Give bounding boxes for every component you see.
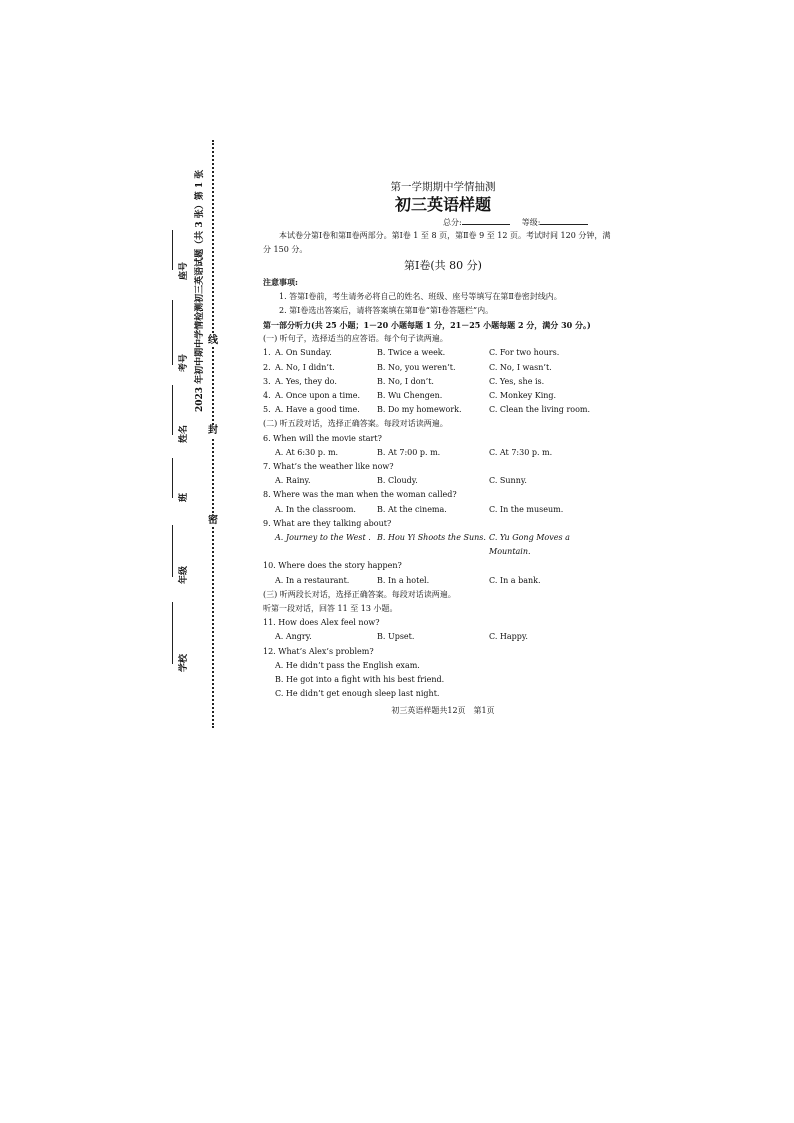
question-row — [263, 346, 613, 360]
options-row — [263, 503, 613, 517]
exam-title: 初三英语样题 — [394, 195, 491, 214]
binding-page-label: 2023 年初中期中学情检测初三英语试题（共 3 张）第 1 张 — [195, 169, 205, 412]
question-text: 9. What are they talking about? — [263, 518, 392, 528]
question-text: 11. How does Alex feel now? — [263, 618, 380, 628]
option-c: C. For two hours. — [489, 348, 560, 358]
option-a: A. Have a good time. — [275, 405, 360, 415]
option-c: C. Sunny. — [489, 476, 527, 486]
option-c: C. Yu Gong Moves a Mountain. — [489, 533, 570, 557]
option-b: B. Do my homework. — [377, 405, 462, 415]
options-row — [263, 574, 613, 588]
option-a: A. Journey to the West . — [275, 533, 371, 543]
grade-label: 等级: — [521, 218, 541, 227]
option-line — [263, 673, 613, 687]
option-c: C. Monkey King. — [489, 391, 557, 401]
seal-char-xian: 线 — [205, 335, 221, 347]
total-score-field[interactable] — [462, 216, 510, 225]
option-b: B. No, I don’t. — [377, 376, 434, 386]
option-b: B. Twice a week. — [377, 348, 446, 358]
option-c: C. He didn’t get enough sleep last night. — [275, 689, 440, 699]
notice-heading: 注意事项: — [263, 277, 298, 288]
exam-subtitle: 第一学期期中学情抽测 — [390, 181, 496, 193]
sec3-heading: (三) 听两段长对话，选择正确答案。每段对话读两遍。 — [263, 589, 456, 599]
option-c: C. Clean the living room. — [489, 405, 591, 415]
options-row — [263, 531, 613, 559]
option-a: A. Angry. — [275, 632, 312, 642]
option-b: B. He got into a fight with his best friend. — [275, 675, 445, 685]
question-text: 8. Where was the man when the woman called? — [263, 490, 457, 500]
option-b: B. Cloudy. — [377, 476, 418, 486]
option-a: A. Rainy. — [275, 476, 311, 486]
option-c: C. Happy. — [489, 632, 528, 642]
question-number: 1. — [263, 348, 271, 358]
question-text: 12. What’s Alex’s problem? — [263, 646, 374, 656]
option-c: C. Yes, she is. — [489, 376, 545, 386]
option-b: B. In a hotel. — [377, 575, 430, 585]
field-line-class[interactable] — [172, 458, 173, 498]
page-footer: 初三英语样题共12页 第1页 — [391, 705, 495, 715]
notice-item: 2. 第Ⅰ卷选出答案后，请将答案填在第Ⅱ卷“第Ⅰ卷答题栏”内。 — [279, 305, 494, 315]
option-b: B. Upset. — [377, 632, 415, 642]
options-row — [263, 446, 613, 460]
sec1-heading: (一) 听句子，选择适当的应答语。每个句子读两遍。 — [263, 334, 448, 344]
field-line-exam-no[interactable] — [172, 300, 173, 365]
seal-char-feng: 封 — [205, 425, 221, 437]
notice-item: 1. 答第Ⅰ卷前，考生请务必将自己的姓名、班级、座号等填写在第Ⅱ卷密封线内。 — [279, 291, 562, 301]
field-label-seat: 座号 — [179, 261, 189, 280]
option-line — [263, 687, 613, 701]
option-b: B. Hou Yi Shoots the Suns. — [377, 533, 486, 543]
field-line-name[interactable] — [172, 385, 173, 435]
score-row — [263, 216, 613, 229]
question-number: 5. — [263, 405, 271, 415]
binding-margin — [150, 140, 220, 730]
question-text: 10. Where does the story happen? — [263, 561, 402, 571]
option-b: B. At the cinema. — [377, 504, 447, 514]
total-score-label: 总分: — [443, 218, 462, 227]
question-number: 2. — [263, 362, 271, 372]
option-c: C. No, I wasn’t. — [489, 362, 552, 372]
option-a: A. In a restaurant. — [275, 575, 350, 585]
option-a: A. Yes, they do. — [275, 376, 337, 386]
exam-page — [263, 180, 613, 718]
option-a: A. He didn’t pass the English exam. — [275, 660, 420, 670]
sec2-heading: (二) 听五段对话，选择正确答案。每段对话读两遍。 — [263, 419, 448, 429]
question-text: 6. When will the movie start? — [263, 433, 382, 443]
question-row — [263, 375, 613, 389]
option-a: A. At 6:30 p. m. — [275, 447, 339, 457]
option-b: B. At 7:00 p. m. — [377, 447, 441, 457]
field-line-grade[interactable] — [172, 525, 173, 577]
field-line-school[interactable] — [172, 602, 173, 664]
option-c: C. At 7:30 p. m. — [489, 447, 553, 457]
option-c: C. In a bank. — [489, 575, 541, 585]
question-row — [263, 389, 613, 403]
question-text: 7. What’s the weather like now? — [263, 462, 394, 472]
option-c: C. In the museum. — [489, 504, 564, 514]
field-label-school: 学校 — [179, 653, 189, 672]
option-a: A. In the classroom. — [275, 504, 356, 514]
question-row — [263, 361, 613, 375]
field-line-seat[interactable] — [172, 230, 173, 270]
part1-title: 第Ⅰ卷(共 80 分) — [404, 259, 482, 273]
question-number: 4. — [263, 391, 271, 401]
question-number: 3. — [263, 376, 271, 386]
sec3-subheading: 听第一段对话，回答 11 至 13 小题。 — [263, 604, 398, 614]
option-b: B. No, you weren’t. — [377, 362, 456, 372]
grade-field[interactable] — [540, 216, 588, 225]
exam-intro: 本试卷分第Ⅰ卷和第Ⅱ卷两部分。第Ⅰ卷 1 至 8 页，第Ⅱ卷 9 至 12 页。考试时间 120 分钟，满分 150 分。 — [263, 231, 611, 255]
option-a: A. On Sunday. — [275, 348, 332, 358]
option-b: B. Wu Chengen. — [377, 391, 443, 401]
field-label-name: 姓名 — [179, 424, 189, 443]
listening-heading: 第一部分听力(共 25 小题；1－20 小题每题 1 分，21－25 小题每题 2 分，满分 30 分。) — [263, 320, 591, 331]
field-label-exam-no: 考号 — [179, 353, 189, 372]
option-a: A. Once upon a time. — [275, 391, 361, 401]
seal-char-mi: 密 — [205, 515, 221, 527]
field-label-class: 班 — [179, 492, 189, 502]
option-a: A. No, I didn’t. — [275, 362, 335, 372]
field-label-grade: 年级 — [179, 565, 189, 584]
question-row — [263, 403, 613, 417]
options-row — [263, 630, 613, 644]
options-row — [263, 474, 613, 488]
option-line — [263, 659, 613, 673]
